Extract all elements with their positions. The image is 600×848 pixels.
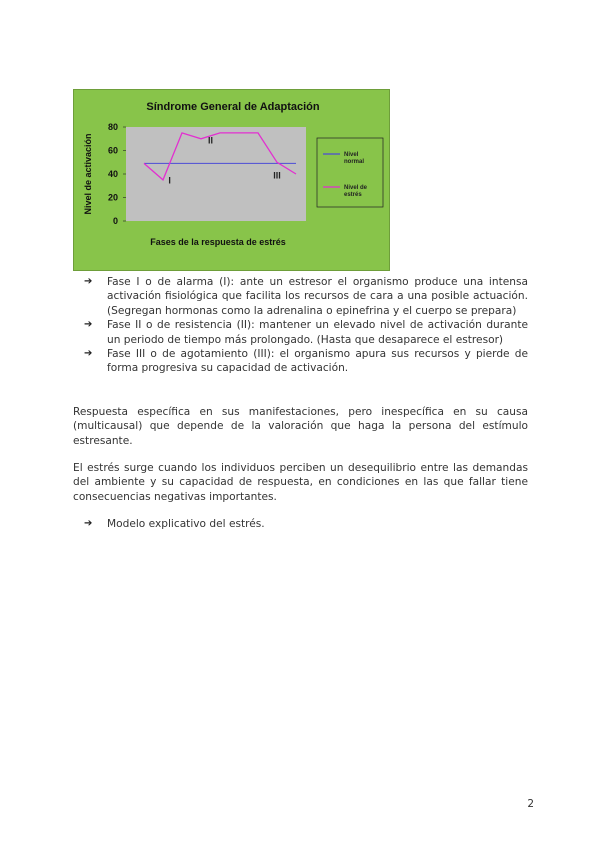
paragraph: El estrés surge cuando los individuos perciben un desequilibrio entre las demandas del ambiente y su capacidad de respuesta, en condiciones en las que fallar tiene consecuencias negativas importantes. [73,462,528,503]
list-item [73,275,528,318]
page-number: 2 [527,798,534,810]
arrow-icon: ➔ [84,348,93,360]
phase-annotation: I [168,175,171,186]
legend-label: Nivel normal [344,152,365,165]
list-item [73,347,528,376]
model-list [73,517,528,531]
list-item [73,318,528,347]
bullet-text: Fase I o de alarma (I): ante un estresor el organismo produce una intensa activación fisiológica que facilita los recursos de cara a una posible actuación. (Segregan hormonas como la adrenalina o epinefrina y el cuerpo se prepara) [107,276,528,317]
phase-annotation: II [207,135,214,146]
legend-label: Nivel de estrés [344,185,368,198]
phase-annotation: III [273,170,281,181]
arrow-icon: ➔ [84,319,93,331]
bullet-text: Modelo explicativo del estrés. [107,518,265,530]
bullet-text: Fase III o de agotamiento (III): el organismo apura sus recursos y pierde de forma progresiva su capacidad de activación. [107,348,528,375]
y-axis-title: Nivel de activación [83,133,93,215]
paragraph: Respuesta específica en sus manifestaciones, pero inespecífica en su causa (multicausal) que depende de la valoración que haga la persona del estímulo estresante. [73,406,528,447]
list-item [73,517,528,531]
y-tick-label: 0 [112,216,118,226]
arrow-icon: ➔ [84,518,93,529]
chart-svg [74,90,391,272]
y-tick-label: 80 [107,122,118,132]
bullet-text: Fase II o de resistencia (II): mantener un elevado nivel de activación durante un periodo de tiempo más prolongado. (Hasta que desaparece el estresor) [107,319,528,346]
phase-list [73,275,528,376]
y-tick-label: 60 [107,145,118,156]
chart-title: Síndrome General de Adaptación [146,101,320,113]
y-tick-label: 40 [107,169,118,179]
y-tick-label: 20 [107,192,118,203]
stress-chart [73,89,390,271]
x-axis-title: Fases de la respuesta de estrés [150,237,286,247]
arrow-icon: ➔ [84,276,93,287]
